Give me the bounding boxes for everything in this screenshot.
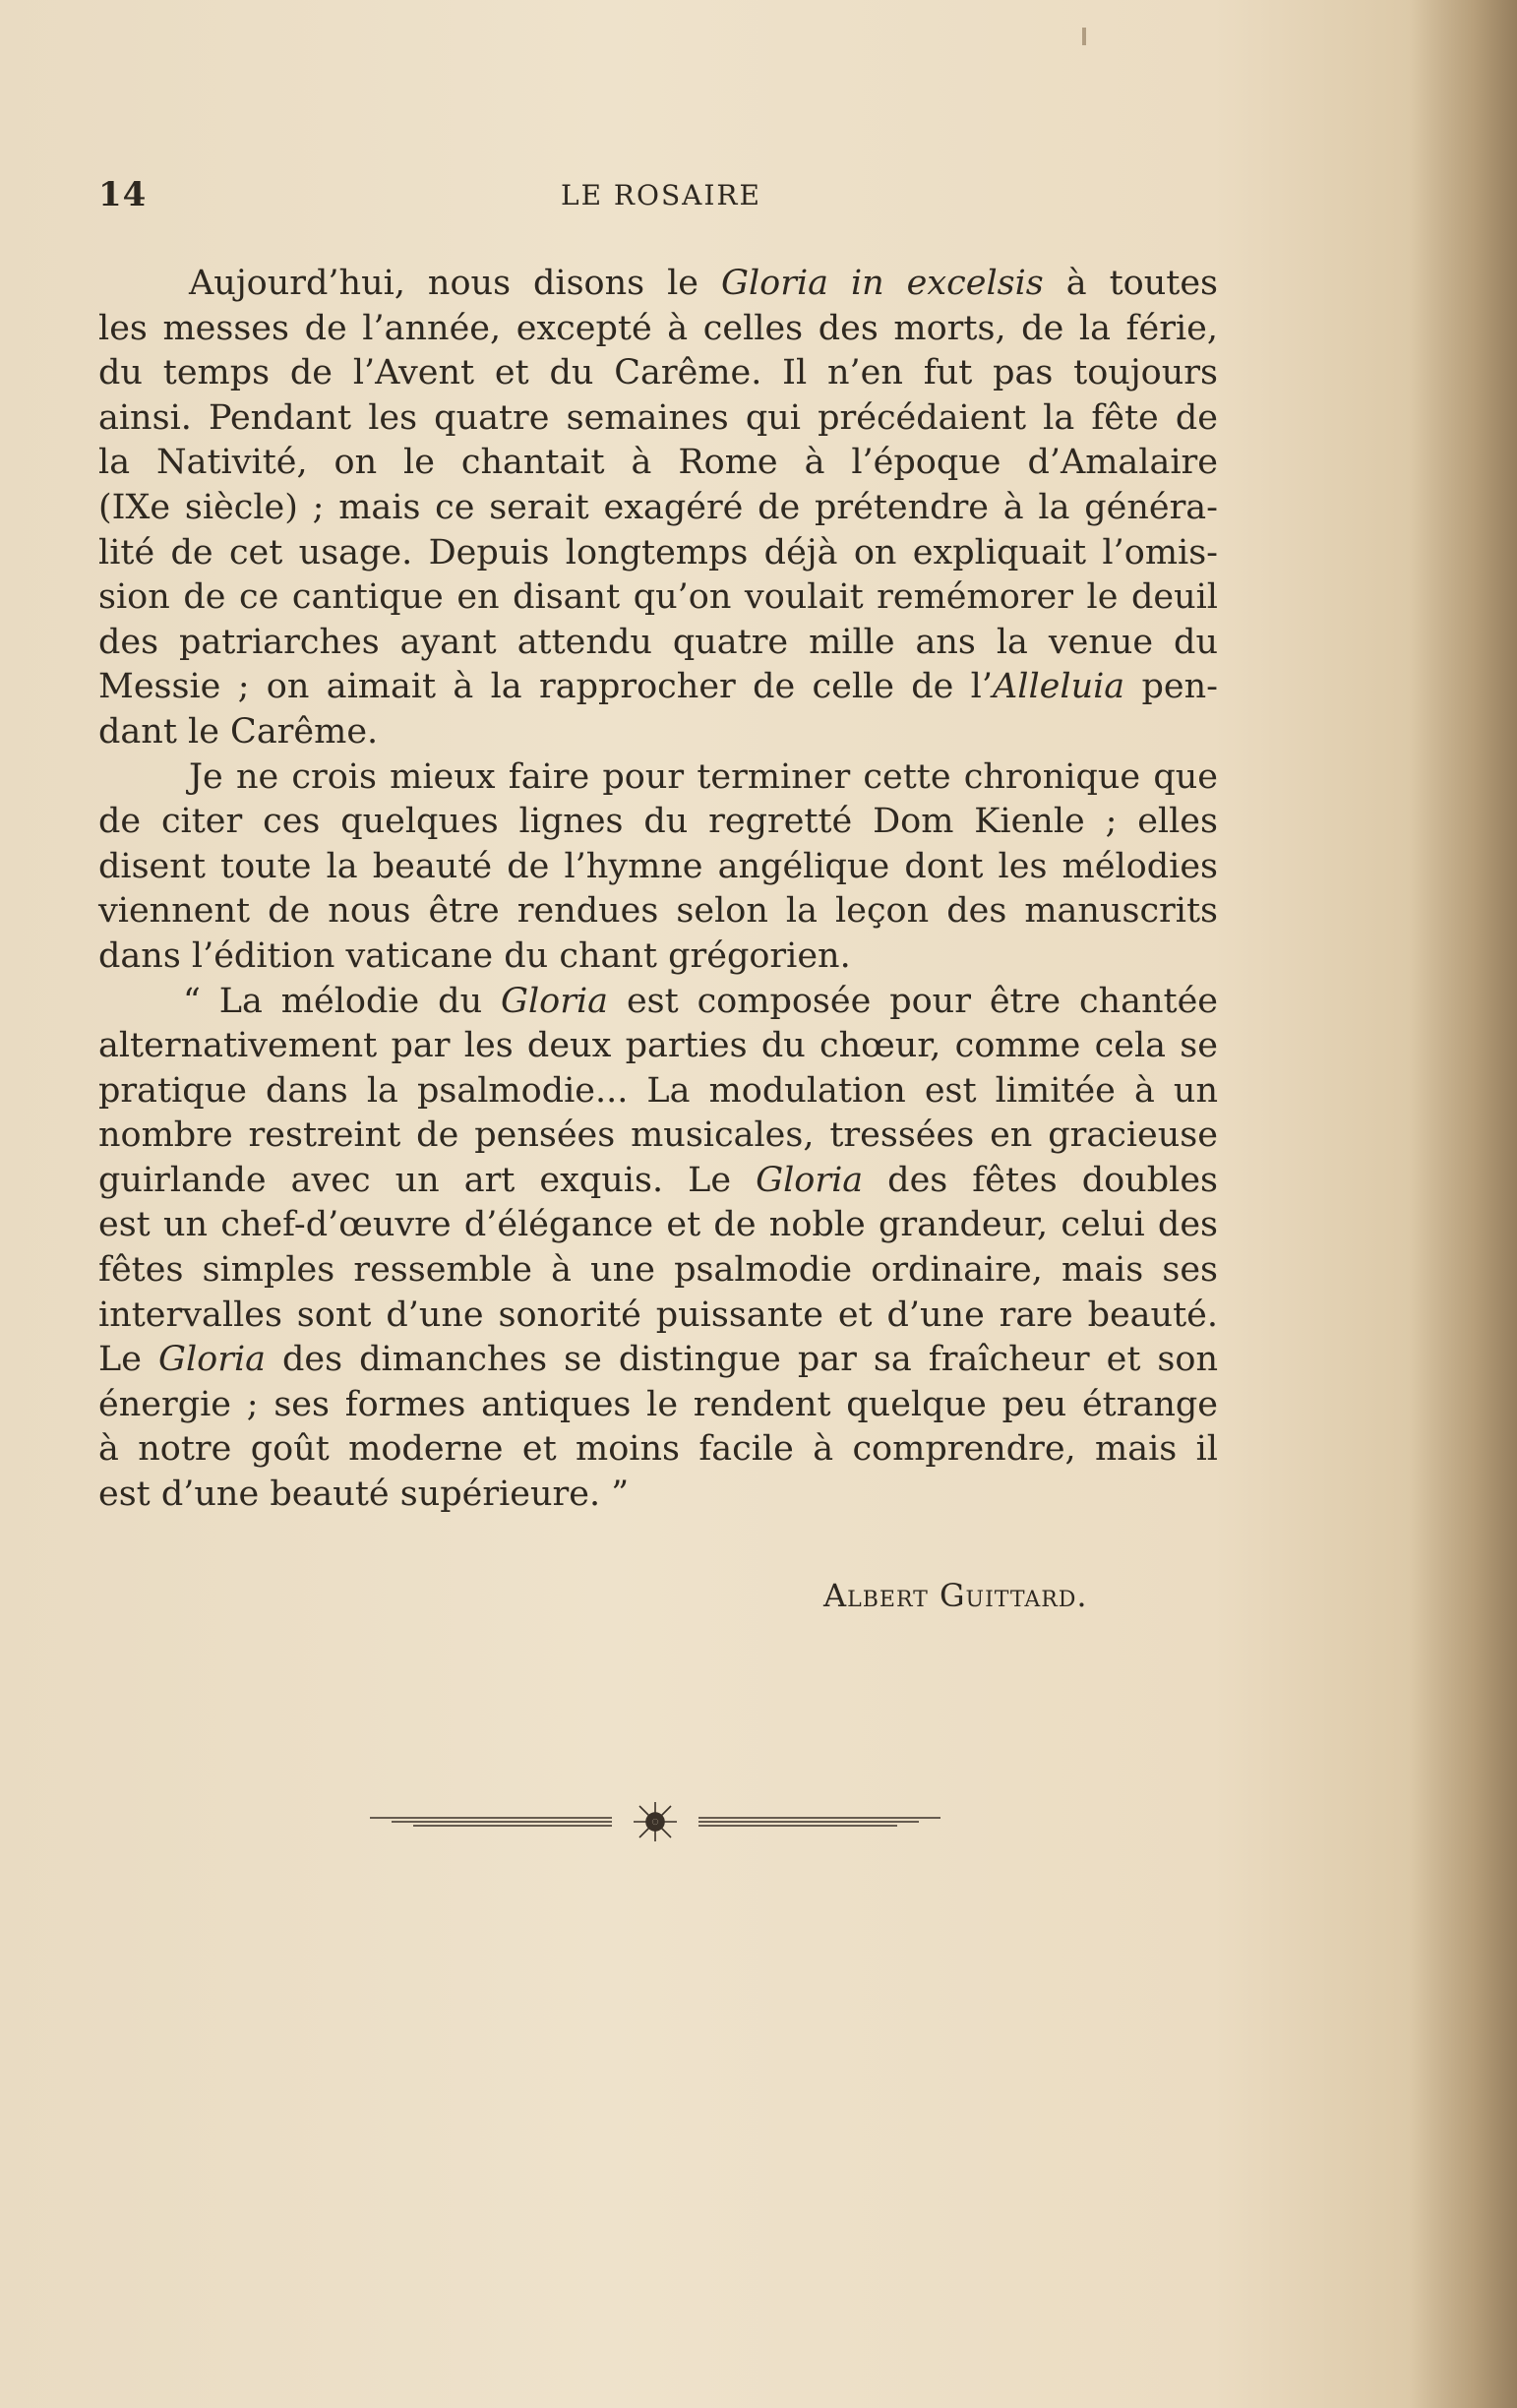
- text-line: [98, 621, 1218, 666]
- text-line: [98, 351, 1218, 396]
- text-run: est un chef-d’œuvre d’élégance et de noble grandeur, celui des: [98, 1205, 1218, 1245]
- text-run: du temps de l’Avent et du Carême. Il n’en fut pas toujours: [98, 353, 1218, 393]
- text-line: [98, 1024, 1218, 1069]
- text-line: [98, 1203, 1218, 1248]
- text-run: guirlande avec un art exquis. Le: [98, 1160, 757, 1200]
- text-run: intervalles sont d’une sonorité puissante et d’une rare beauté.: [98, 1294, 1218, 1335]
- text-run: des fêtes doubles: [863, 1160, 1219, 1200]
- text-line: [98, 307, 1218, 352]
- text-line: [98, 1159, 1218, 1204]
- text-run: “ La mélodie du: [183, 981, 502, 1021]
- text-line: [98, 934, 1218, 980]
- text-line: [98, 1248, 1218, 1294]
- text-run: est composée pour être chantée: [608, 981, 1218, 1021]
- text-run: dant le Carême.: [98, 711, 379, 752]
- running-header: [98, 175, 1220, 224]
- text-line: [98, 486, 1218, 531]
- text-run: des dimanches se distingue par sa fraîcheur et son: [266, 1340, 1218, 1380]
- text-run: alternativement par les deux parties du chœur, comme cela se: [98, 1026, 1218, 1066]
- text-run: dans l’édition vaticane du chant grégorien.: [98, 935, 851, 976]
- text-run: fêtes simples ressemble à une psalmodie ordinaire, mais ses: [98, 1250, 1218, 1291]
- text-run: viennent de nous être rendues selon la leçon des manuscrits: [98, 891, 1218, 932]
- text-line: [98, 710, 1218, 755]
- text-run: est d’une beauté supérieure. ”: [98, 1475, 630, 1515]
- text-run: Le: [98, 1340, 158, 1380]
- sun-star-ornament-icon: [370, 1800, 941, 1843]
- text-run: nombre restreint de pensées musicales, tressées en gracieuse: [98, 1115, 1218, 1156]
- text-run: pratique dans la psalmodie... La modulation est limitée à un: [98, 1070, 1218, 1111]
- italic-term: Gloria in excelsis: [720, 264, 1044, 303]
- text-run: ainsi. Pendant les quatre semaines qui précédaient la fête de: [98, 397, 1218, 438]
- text-run: pen-: [1124, 667, 1218, 707]
- italic-term: Gloria: [756, 1160, 864, 1200]
- text-run: (IXe siècle) ; mais ce serait exagéré de prétendre à la généra-: [98, 487, 1218, 527]
- author-signature: [823, 1577, 1088, 1614]
- text-line: [98, 665, 1218, 710]
- text-run: la Nativité, on le chantait à Rome à l’époque d’Amalaire: [98, 443, 1218, 483]
- text-run: sion de ce cantique en disant qu’on voulait remémorer le deuil: [98, 577, 1218, 618]
- italic-term: Gloria: [157, 1340, 267, 1380]
- text-line: [98, 800, 1218, 845]
- text-run: les messes de l’année, excepté à celles des morts, de la férie,: [98, 308, 1218, 348]
- text-run: Aujourd’hui, nous disons le: [189, 264, 721, 303]
- text-line: [98, 396, 1218, 442]
- text-line: [98, 1383, 1218, 1428]
- text-line: [98, 441, 1218, 486]
- page-edge-shadow: [1409, 0, 1517, 2408]
- text-line: [98, 1338, 1218, 1383]
- text-line: [98, 531, 1218, 576]
- page-number: 14: [98, 175, 148, 214]
- text-line: [98, 575, 1218, 621]
- running-title: LE ROSAIRE: [561, 179, 761, 211]
- text-run: Je ne crois mieux faire pour terminer cette chronique que: [189, 756, 1218, 797]
- text-run: des patriarches ayant attendu quatre mille ans la venue du: [98, 622, 1218, 662]
- text-run: de citer ces quelques lignes du regretté Dom Kienle ; elles: [98, 802, 1218, 842]
- text-line: [98, 1294, 1218, 1339]
- text-line: [98, 1114, 1218, 1159]
- italic-term: Gloria: [501, 981, 609, 1021]
- text-line: [98, 845, 1218, 890]
- text-line: [98, 1069, 1218, 1114]
- text-run: Messie ; on aimait à la rapprocher de celle de l’: [98, 667, 993, 707]
- text-run: à toutes: [1043, 264, 1218, 303]
- signature-text: Albert Guittard.: [823, 1577, 1088, 1614]
- text-line: [98, 755, 1218, 801]
- ink-speck: [1082, 28, 1086, 45]
- text-run: énergie ; ses formes antiques le rendent quelque peu étrange: [98, 1384, 1218, 1424]
- text-run: lité de cet usage. Depuis longtemps déjà on expliquait l’omis-: [98, 532, 1218, 572]
- text-line: [98, 889, 1218, 934]
- text-line: [98, 1427, 1218, 1473]
- body-text: [98, 262, 1218, 1518]
- text-line: [98, 980, 1218, 1025]
- italic-term: Alleluia: [993, 667, 1125, 707]
- text-run: disent toute la beauté de l’hymne angélique dont les mélodies: [98, 846, 1218, 886]
- text-run: à notre goût moderne et moins facile à comprendre, mais il: [98, 1429, 1218, 1470]
- text-line: [98, 262, 1218, 307]
- text-line: [98, 1473, 1218, 1518]
